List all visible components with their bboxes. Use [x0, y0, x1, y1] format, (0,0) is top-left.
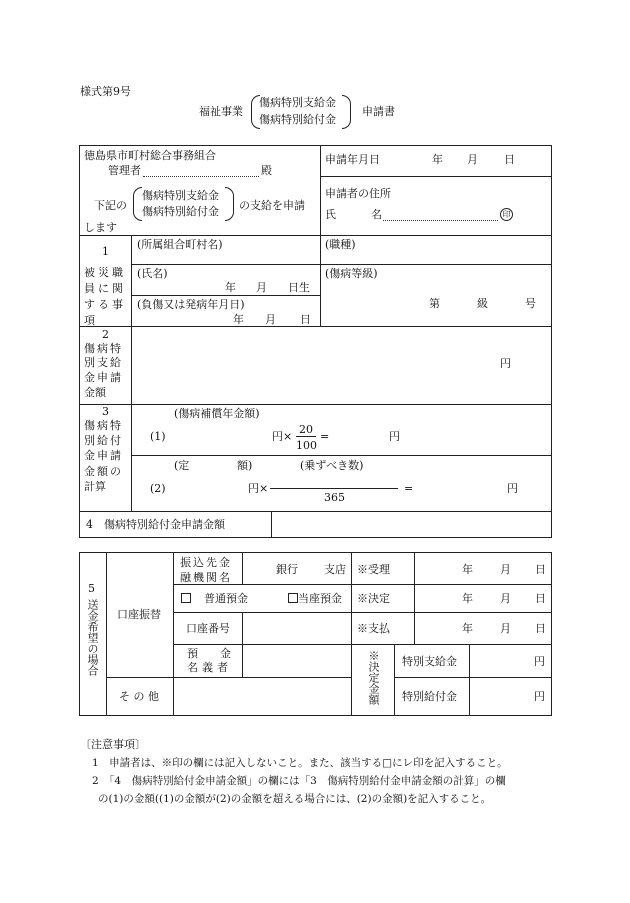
section3-label-1: 傷病特 — [84, 419, 123, 432]
fixed-label-open: (定 — [174, 459, 190, 472]
calc2-yen-times: 円× — [248, 482, 269, 495]
seal-icon: 印 — [500, 208, 513, 221]
calc1-yen-times: 円× — [272, 430, 293, 443]
section1-num: 1 — [102, 245, 109, 258]
holder-label-1: 預 金 — [187, 647, 231, 660]
current-deposit-label: 当座預金 — [298, 592, 342, 605]
date-year: 年 — [432, 153, 443, 166]
payment-month: 月 — [500, 622, 511, 635]
other-label: そ の 他 — [119, 690, 159, 703]
request-option2: 傷病特別給付金 — [142, 205, 219, 218]
bank-label-1: 振込先金 — [180, 556, 232, 569]
applicant-address-label: 申請者の住所 — [325, 187, 391, 200]
name-label-1: 氏 — [325, 208, 336, 221]
ordinary-deposit-label: 普通預金 — [204, 592, 248, 605]
holder-label-2: 名義者 — [187, 661, 232, 674]
addressee-honorific: 殿 — [261, 164, 272, 177]
receipt-month: 月 — [500, 563, 511, 576]
section3-label-4: 金額の — [84, 465, 123, 478]
section2-label-2: 別支給 — [84, 356, 123, 369]
title-option1: 傷病特別支給金 — [259, 96, 336, 109]
pension-label: (傷病補償年金額) — [174, 407, 260, 420]
title-paren-right — [342, 95, 351, 129]
account-number-label: 口座番号 — [186, 622, 230, 635]
current-checkbox[interactable] — [288, 593, 298, 603]
section2-num: 2 — [102, 328, 109, 341]
date-day: 日 — [504, 153, 515, 166]
fraction-numerator: 20 — [299, 423, 313, 436]
birth-year: 年 — [225, 281, 236, 294]
fixed-label-close: 額) — [237, 459, 253, 472]
decision-day: 日 — [535, 592, 546, 605]
section3-label-5: 計算 — [84, 480, 106, 493]
section1-label-4: 項 — [84, 314, 95, 327]
addressee-org: 徳島県市町村総合事務組合 — [84, 149, 216, 162]
addressee-manager: 管理者 — [108, 164, 141, 177]
special-benefit-yen: 円 — [534, 690, 545, 703]
section2-label-3: 金申請 — [84, 371, 123, 384]
title-prefix: 福祉事業 — [199, 105, 243, 118]
section5-num: 5 — [88, 582, 95, 595]
receipt-year: 年 — [462, 563, 473, 576]
payment-day: 日 — [535, 622, 546, 635]
special-benefit-label: 特別給付金 — [402, 690, 457, 703]
special-payment-yen: 円 — [534, 655, 545, 668]
grade-kyu: 級 — [477, 297, 488, 310]
note-2b: の(1)の金額((1)の金額が(2)の金額を超える場合には、(2)の金額)を記入すること。 — [98, 793, 492, 805]
birth-month: 月 — [256, 281, 267, 294]
special-payment-label: 特別支給金 — [402, 655, 457, 668]
assoc-label: (所属組合町村名) — [137, 238, 223, 251]
section1-label-2: 員に関 — [84, 282, 126, 295]
calc2-fraction-bar — [270, 488, 398, 489]
request-option1: 傷病特別支給金 — [142, 189, 219, 202]
note-2a: 2 「4 傷病特別給付金申請金額」の欄には「3 傷病特別給付金申請金額の計算」の欄 — [92, 775, 506, 787]
calc2-result-yen: 円 — [507, 482, 518, 495]
bank-suffix: 銀行 — [276, 563, 298, 576]
birth-day: 日生 — [288, 281, 310, 294]
injury-day: 日 — [300, 313, 311, 326]
request-end: します — [84, 221, 117, 234]
injury-month: 月 — [265, 313, 276, 326]
request-pre: 下記の — [94, 199, 127, 212]
grade-dai: 第 — [429, 297, 440, 310]
calc2-num: (2) — [150, 482, 166, 495]
request-post: の支給を申請 — [239, 199, 305, 212]
decision-month: 月 — [500, 592, 511, 605]
application-date-label: 申請年月日 — [325, 153, 380, 166]
receipt-day: 日 — [535, 563, 546, 576]
payment-label: ※支払 — [357, 622, 390, 635]
bank-label-2: 融機関名 — [180, 571, 232, 584]
calc2-equals: = — [404, 482, 414, 495]
section1-label-3: する事 — [84, 298, 126, 311]
section3-label-3: 金申請 — [84, 449, 123, 462]
section3-label-2: 別給付 — [84, 434, 123, 447]
calc1-num: (1) — [150, 430, 166, 443]
victim-name-label: (氏名) — [137, 267, 168, 280]
fraction-denominator: 100 — [296, 439, 317, 452]
title-option2: 傷病特別給付金 — [259, 113, 336, 126]
section3-num: 3 — [102, 405, 109, 418]
multiplier-label: (乗ずべき数) — [300, 459, 364, 472]
branch-suffix: 支店 — [324, 563, 346, 576]
notes-heading: 〔注意事項〕 — [80, 738, 146, 751]
calc2-denominator: 365 — [324, 491, 345, 504]
form-number: 様式第9号 — [80, 85, 131, 98]
name-label-2: 名 — [371, 208, 382, 221]
payment-year: 年 — [462, 622, 473, 635]
calc1-equals: = — [320, 430, 330, 443]
receipt-label: ※受理 — [357, 563, 390, 576]
title-suffix: 申請書 — [362, 105, 395, 118]
account-transfer-label: 口座振替 — [117, 608, 161, 621]
fraction-bar — [296, 436, 316, 437]
section5-label: 送金希望の場合 — [86, 599, 99, 676]
injury-year: 年 — [233, 313, 244, 326]
decision-label: ※決定 — [357, 592, 390, 605]
injury-date-label: (負傷又は発病年月日) — [137, 298, 245, 311]
calc1-result-yen: 円 — [389, 430, 400, 443]
date-month: 月 — [467, 153, 478, 166]
section4-label: 4 傷病特別給付金申請金額 — [86, 518, 225, 531]
note-1: 1 申請者は、※印の欄には記入しないこと。また、該当する□にレ印を記入すること。 — [92, 757, 508, 769]
grade-label: (傷病等級) — [325, 267, 378, 280]
section2-label-1: 傷病特 — [84, 342, 123, 355]
main-table — [79, 145, 552, 538]
decision-year: 年 — [462, 592, 473, 605]
ordinary-checkbox[interactable] — [181, 593, 191, 603]
grade-go: 号 — [525, 297, 536, 310]
section1-label-1: 被災職 — [84, 266, 126, 279]
section2-yen: 円 — [500, 357, 511, 370]
section2-label-4: 金額 — [84, 386, 106, 399]
position-label: (職種) — [325, 238, 356, 251]
decided-amount-label: ※決定金額 — [367, 650, 380, 705]
